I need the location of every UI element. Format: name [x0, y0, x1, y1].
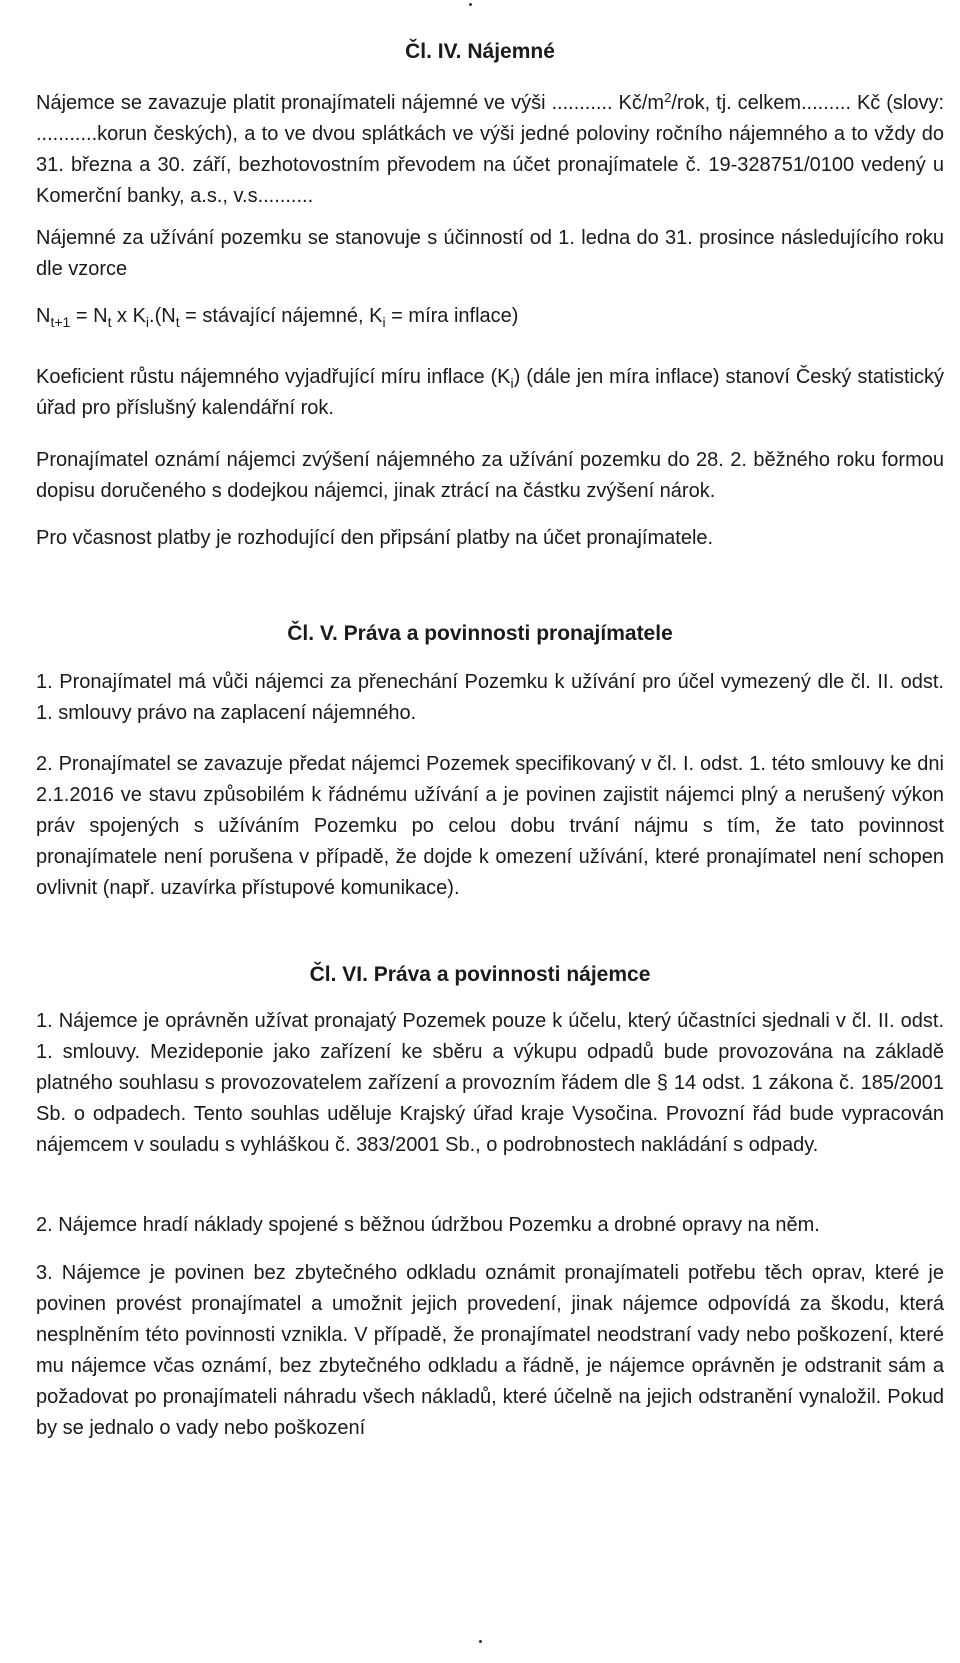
- section-v-item-2: 2. Pronajímatel se zavazuje předat nájemci Pozemek specifikovaný v čl. I. odst. 1. této smlouvy ke dni 2.1.2016 ve stavu způsobilém k řádnému užívání a je povinen zajistit nájemci plný a nerušený výkon práv spojených s užíváním Pozemku po celou dobu trvání nájmu s tím, že tato povinnost pronajímatele není porušena v případě, že dojde k omezení užívání, které pronajímatel není schopen ovlivnit (např. uzavírka přístupové komunikace).: [36, 753, 944, 899]
- section-iv-notice-paragraph: Pronajímatel oznámí nájemci zvýšení nájemného za užívání pozemku do 28. 2. běžného roku formou dopisu doručeného s dodejkou nájemci, jinak ztrácí na částku zvýšení nárok.: [36, 449, 944, 502]
- section-iv-coefficient-paragraph: Koeficient růstu nájemného vyjadřující míru inflace $(K_i)$ (dále jen míra inflace) stanoví Český statistický úřad pro příslušný kalendářní rok.: [36, 366, 944, 419]
- section-iv-validity-paragraph: Nájemné za užívání pozemku se stanovuje s účinností od 1. ledna do 31. prosince následujícího roku dle vzorce: [36, 227, 944, 280]
- section-vi-title: Čl. VI. Práva a povinnosti nájemce: [309, 963, 651, 986]
- section-iv-rent-paragraph: Nájemce se zavazuje platit pronajímateli nájemné ve výši ........... $Kč/m^2$/rok, tj. celkem......... Kč (slovy: ...........korun českých), a to ve dvou splátkách ve výši jedné poloviny ročního nájemného a to vždy do 31. března a 30. září, bezhotovostním převodem na účet pronajímatele č. 19-328751/0100 vedený u Komerční banky, a.s., v.s..........: [36, 90, 944, 207]
- inflation-formula: $N_{t+1} = N_t$ x $K_i.(N_t$ = stávající nájemné, $K_i$ = míra inflace): [36, 305, 519, 330]
- section-v-item-1: 1. Pronajímatel má vůči nájemci za přenechání Pozemku k užívání pro účel vymezený dle čl. II. odst. 1. smlouvy právo na zaplacení nájemného.: [36, 671, 944, 724]
- section-iv-title: Čl. IV. Nájemné: [405, 40, 555, 63]
- section-iv-payment-paragraph: Pro včasnost platby je rozhodující den připsání platby na účet pronajímatele.: [36, 527, 714, 549]
- section-vi-item-3: 3. Nájemce je povinen bez zbytečného odkladu oznámit pronajímateli potřebu těch oprav, které je povinen provést pronajímatel a umožnit jejich provedení, jinak nájemce odpovídá za škodu, která nesplněním této povinnosti vznikla. V případě, že pronajímatel neodstraní vady nebo poškození, které mu nájemce včas oznámí, bez zbytečného odkladu a řádně, je nájemce oprávněn je odstranit sám a požadovat po pronajímateli náhradu všech nákladů, které účelně na jejich odstranění vynaložil. Pokud by se jednalo o vady nebo poškození: [36, 1262, 944, 1439]
- section-v-title: Čl. V. Práva a povinnosti pronajímatele: [287, 622, 673, 645]
- section-vi-item-1: 1. Nájemce je oprávněn užívat pronajatý Pozemek pouze k účelu, který účastníci sjednali v čl. II. odst. 1. smlouvy. Mezideponie jako zařízení ke sběru a výkupu odpadů bude provozována na základě platného souhlasu s provozovatelem zařízení a provozním řádem dle § 14 odst. 1 zákona č. 185/2001 Sb. o odpadech. Tento souhlas uděluje Krajský úřad kraje Vysočina. Provozní řád bude vypracován nájemcem v souladu s vyhláškou č. 383/2001 Sb., o podrobnostech nakládání s odpady.: [36, 1010, 944, 1156]
- section-vi-item-2: 2. Nájemce hradí náklady spojené s běžnou údržbou Pozemku a drobné opravy na něm.: [36, 1214, 820, 1236]
- scan-speck: [469, 3, 472, 6]
- scan-speck: [479, 1640, 482, 1643]
